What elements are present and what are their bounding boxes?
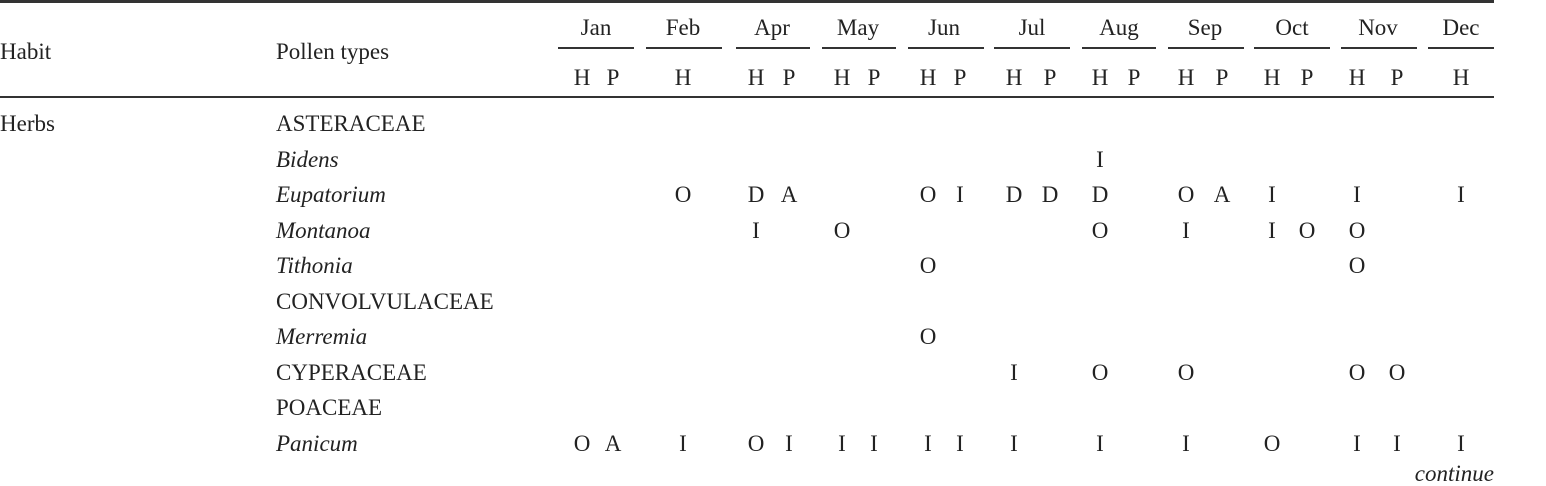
cell-value: D	[1041, 182, 1059, 207]
cell-value: O	[919, 324, 937, 349]
cell-value: I	[1010, 431, 1018, 456]
month-header-apr: Apr	[754, 15, 790, 40]
month-header-sep: Sep	[1187, 15, 1223, 40]
pollen-types-header: Pollen types	[276, 39, 390, 64]
cell-value: D	[1005, 182, 1023, 207]
cell-value: O	[674, 182, 692, 207]
subheader-dec-h: H	[1452, 65, 1470, 90]
cell-value: I	[838, 431, 846, 456]
cell-value: A	[604, 431, 622, 456]
cell-value: A	[1213, 182, 1231, 207]
cell-value: O	[747, 431, 765, 456]
month-underline-nov	[1341, 47, 1417, 49]
cell-value: I	[1393, 431, 1401, 456]
subheader-oct-p: P	[1300, 65, 1314, 90]
cell-value: O	[1348, 253, 1366, 278]
cell-value: O	[1348, 218, 1366, 243]
month-underline-apr	[736, 47, 810, 49]
cell-value: I	[1268, 218, 1276, 243]
subheader-jun-h: H	[919, 65, 937, 90]
subheader-sep-h: H	[1177, 65, 1195, 90]
month-underline-jan	[558, 47, 634, 49]
cell-value: O	[1177, 360, 1195, 385]
month-header-jul: Jul	[1018, 15, 1046, 40]
cell-value: I	[1268, 182, 1276, 207]
cell-value: I	[1010, 360, 1018, 385]
cell-value: I	[1457, 182, 1465, 207]
taxon-name: Tithonia	[276, 253, 353, 278]
subheader-jun-p: P	[953, 65, 967, 90]
subheader-apr-p: P	[782, 65, 796, 90]
cell-value: O	[833, 218, 851, 243]
header-bottom-rule	[0, 96, 1494, 98]
cell-value: A	[780, 182, 798, 207]
subheader-oct-h: H	[1263, 65, 1281, 90]
cell-value: O	[1177, 182, 1195, 207]
taxon-name: Eupatorium	[276, 182, 386, 207]
cell-value: I	[956, 182, 964, 207]
cell-value: O	[919, 182, 937, 207]
subheader-feb-h: H	[674, 65, 692, 90]
month-header-aug: Aug	[1099, 15, 1139, 40]
cell-value: I	[1096, 431, 1104, 456]
cell-value: D	[1091, 182, 1109, 207]
cell-value: I	[752, 218, 760, 243]
cell-value: I	[1353, 182, 1361, 207]
month-underline-aug	[1082, 47, 1156, 49]
cell-value: I	[1182, 431, 1190, 456]
cell-value: O	[1298, 218, 1316, 243]
subheader-jul-p: P	[1043, 65, 1057, 90]
subheader-apr-h: H	[747, 65, 765, 90]
cell-value: I	[956, 431, 964, 456]
cell-value: O	[919, 253, 937, 278]
subheader-sep-p: P	[1215, 65, 1229, 90]
month-header-jun: Jun	[928, 15, 960, 40]
cell-value: O	[1091, 218, 1109, 243]
cell-value: I	[870, 431, 878, 456]
cell-value: O	[1348, 360, 1366, 385]
cell-value: I	[1096, 147, 1104, 172]
month-header-feb: Feb	[665, 15, 701, 40]
cell-value: O	[573, 431, 591, 456]
subheader-may-h: H	[833, 65, 851, 90]
habit-cell: Herbs	[0, 111, 55, 136]
subheader-aug-p: P	[1127, 65, 1141, 90]
month-header-may: May	[836, 15, 880, 40]
taxon-name: Panicum	[276, 431, 358, 456]
month-underline-oct	[1254, 47, 1330, 49]
month-header-jan: Jan	[580, 15, 612, 40]
cell-value: I	[1457, 431, 1465, 456]
cell-value: O	[1091, 360, 1109, 385]
continues-label: continue	[1414, 461, 1494, 486]
month-underline-jun	[908, 47, 984, 49]
top-rule	[0, 0, 1494, 3]
cell-value: I	[1182, 218, 1190, 243]
subheader-jul-h: H	[1005, 65, 1023, 90]
taxon-name: Bidens	[276, 147, 339, 172]
month-header-nov: Nov	[1358, 15, 1398, 40]
cell-value: D	[747, 182, 765, 207]
cell-value: I	[679, 431, 687, 456]
taxon-name: Merremia	[276, 324, 368, 349]
month-underline-jul	[994, 47, 1070, 49]
taxon-name: CYPERACEAE	[276, 360, 427, 385]
habit-header: Habit	[0, 39, 52, 64]
taxon-name: POACEAE	[276, 395, 383, 420]
taxon-name: Montanoa	[276, 218, 371, 243]
subheader-nov-p: P	[1390, 65, 1404, 90]
month-underline-feb	[646, 47, 722, 49]
cell-value: I	[1353, 431, 1361, 456]
taxon-name: ASTERACEAE	[276, 111, 426, 136]
month-header-oct: Oct	[1275, 15, 1309, 40]
subheader-aug-h: H	[1091, 65, 1109, 90]
month-underline-dec	[1428, 47, 1494, 49]
month-header-dec: Dec	[1442, 15, 1480, 40]
subheader-jan-p: P	[606, 65, 620, 90]
subheader-nov-h: H	[1348, 65, 1366, 90]
cell-value: O	[1388, 360, 1406, 385]
subheader-may-p: P	[867, 65, 881, 90]
taxon-name: CONVOLVULACEAE	[276, 289, 494, 314]
month-underline-sep	[1168, 47, 1244, 49]
cell-value: O	[1263, 431, 1281, 456]
month-underline-may	[822, 47, 896, 49]
cell-value: I	[924, 431, 932, 456]
subheader-jan-h: H	[573, 65, 591, 90]
cell-value: I	[785, 431, 793, 456]
